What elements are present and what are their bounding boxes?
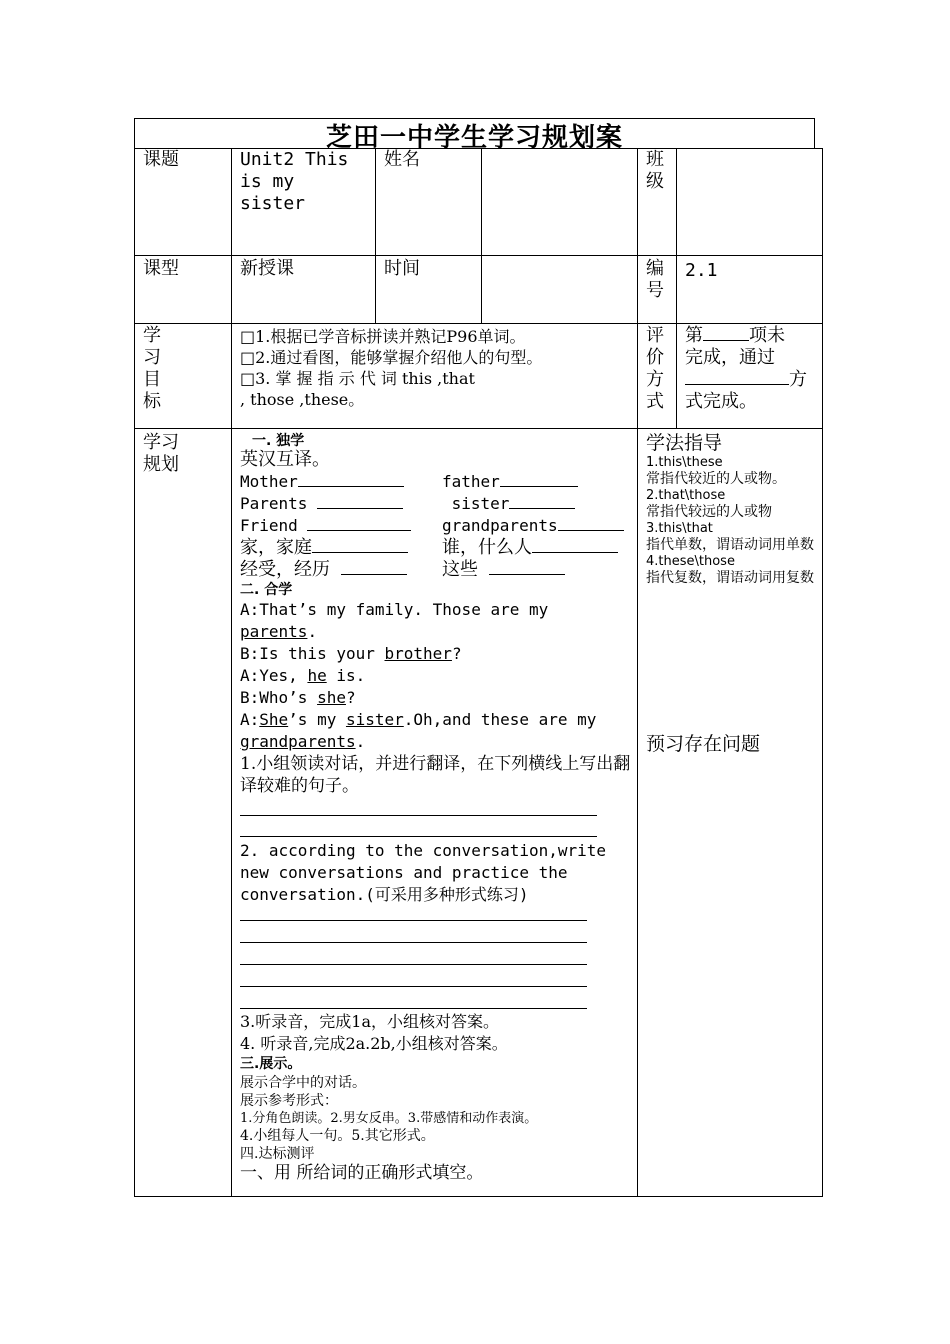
label-class: 班 级 [638, 149, 677, 256]
preview-problems-label: 预习存在问题 [646, 733, 761, 755]
vocab-row: Friend grandparents [240, 515, 631, 537]
answer-line[interactable] [240, 943, 587, 965]
dialogue [240, 599, 631, 753]
dialogue-line: A:That’s my family. Those are my [240, 600, 549, 619]
dialogue-line: B:Who’s she? [240, 688, 356, 707]
dialogue-line: parents. [240, 622, 318, 641]
label-time: 时间 [376, 256, 482, 324]
label-topic: 课题 [135, 149, 232, 256]
title-box [134, 118, 815, 153]
plan-table [134, 148, 823, 1197]
dialogue-line: A:She’s my sister.Oh,and these are my [240, 710, 597, 729]
guide-value: 常指代较远的人或物 [646, 504, 772, 520]
answer-line[interactable] [240, 816, 597, 837]
method-guide [638, 429, 823, 1197]
row-goals [135, 324, 823, 429]
row-topic [135, 149, 823, 256]
topic-line-1: Unit2 This [240, 149, 349, 170]
row-type [135, 256, 823, 324]
answer-line[interactable] [240, 921, 587, 943]
goal-2: □2.通过看图，能够掌握介绍他人的句型。 [240, 348, 543, 367]
goal-4: , those ,these。 [240, 390, 365, 409]
class-value[interactable] [677, 149, 823, 256]
guide-title: 学法指导 [646, 432, 723, 454]
task-4: 4. 听录音,完成2a.2b,小组核对答案。 [240, 1034, 508, 1053]
vocab-row: 经受，经历 这些 [240, 559, 631, 581]
section-1-sub: 英汉互译。 [240, 449, 330, 470]
guide-value: 指代单数，谓语动词用单数 [646, 537, 814, 553]
section-1-title: 一. 独学 [252, 433, 305, 449]
row-plan [135, 429, 823, 1197]
vocab-list [240, 471, 631, 581]
dialogue-line: B:Is this your brother? [240, 644, 462, 663]
show-line: 展示参考形式： [240, 1093, 338, 1109]
task-3: 3.听录音，完成1a，小组核对答案。 [240, 1012, 499, 1031]
label-goal: 学 习 目 标 [135, 324, 232, 429]
guide-value: 常指代较近的人或物。 [646, 471, 786, 487]
show-line: 展示合学中的对话。 [240, 1075, 366, 1091]
answer-line[interactable] [240, 906, 587, 921]
section-4-sub: 一、用 所给词的正确形式填空。 [240, 1163, 484, 1183]
time-value[interactable] [482, 256, 638, 324]
show-line: 1.分角色朗读。2.男女反串。3.带感情和动作表演。 [240, 1111, 538, 1126]
topic-line-3: sister [240, 193, 306, 214]
label-type: 课型 [135, 256, 232, 324]
vocab-row: Mother father [240, 471, 631, 493]
topic-line-2: is my [240, 171, 295, 192]
answer-line[interactable] [240, 987, 587, 1009]
type-value: 新授课 [232, 256, 376, 324]
label-number: 编 号 [638, 256, 677, 324]
eval-blank-1[interactable] [703, 326, 749, 341]
task-1: 1.小组领读对话，并进行翻译，在下列横线上写出翻译较难的句子。 [240, 754, 631, 796]
label-name: 姓名 [376, 149, 482, 256]
guide-value: 指代复数，谓语动词用复数 [646, 570, 814, 586]
dialogue-line: grandparents. [240, 732, 366, 751]
topic-cell [232, 149, 376, 256]
vocab-row: 家，家庭 谁，什么人 [240, 537, 631, 559]
eval-blank-2[interactable] [685, 370, 789, 385]
vocab-row: Parents sister [240, 493, 631, 515]
guide-key: 1.this\these [646, 455, 723, 470]
answer-line[interactable] [240, 965, 587, 987]
section-3-title: 三.展示。 [240, 1056, 302, 1072]
plan-cell [232, 429, 638, 1197]
number-value: 2.1 [677, 256, 823, 324]
goal-1: □1.根据已学音标拼读并熟记P96单词。 [240, 327, 526, 346]
answer-line[interactable] [240, 797, 597, 816]
eval-cell: 第 项未 完成，通过 方 式完成。 [677, 324, 823, 429]
name-value[interactable] [482, 149, 638, 256]
section-2-title: 二. 合学 [240, 582, 293, 598]
guide-key: 2.that\those [646, 488, 726, 503]
label-eval: 评 价 方 式 [638, 324, 677, 429]
goal-3: □3. 掌 握 指 示 代 词 this ,that [240, 369, 475, 388]
label-plan: 学习 规划 [135, 429, 232, 1197]
show-line: 4.小组每人一句。5.其它形式。 [240, 1128, 435, 1144]
dialogue-line: A:Yes, he is. [240, 666, 366, 685]
section-4-title: 四.达标测评 [240, 1146, 315, 1162]
guide-key: 4.these\those [646, 554, 735, 569]
page-title: 芝田一中学生学习规划案 [325, 123, 623, 153]
goals-cell [232, 324, 638, 429]
guide-key: 3.this\that [646, 521, 713, 536]
task-2: 2. according to the conversation,write new conversations and practice the conversation.(可采用多种形式练习) [240, 841, 607, 904]
